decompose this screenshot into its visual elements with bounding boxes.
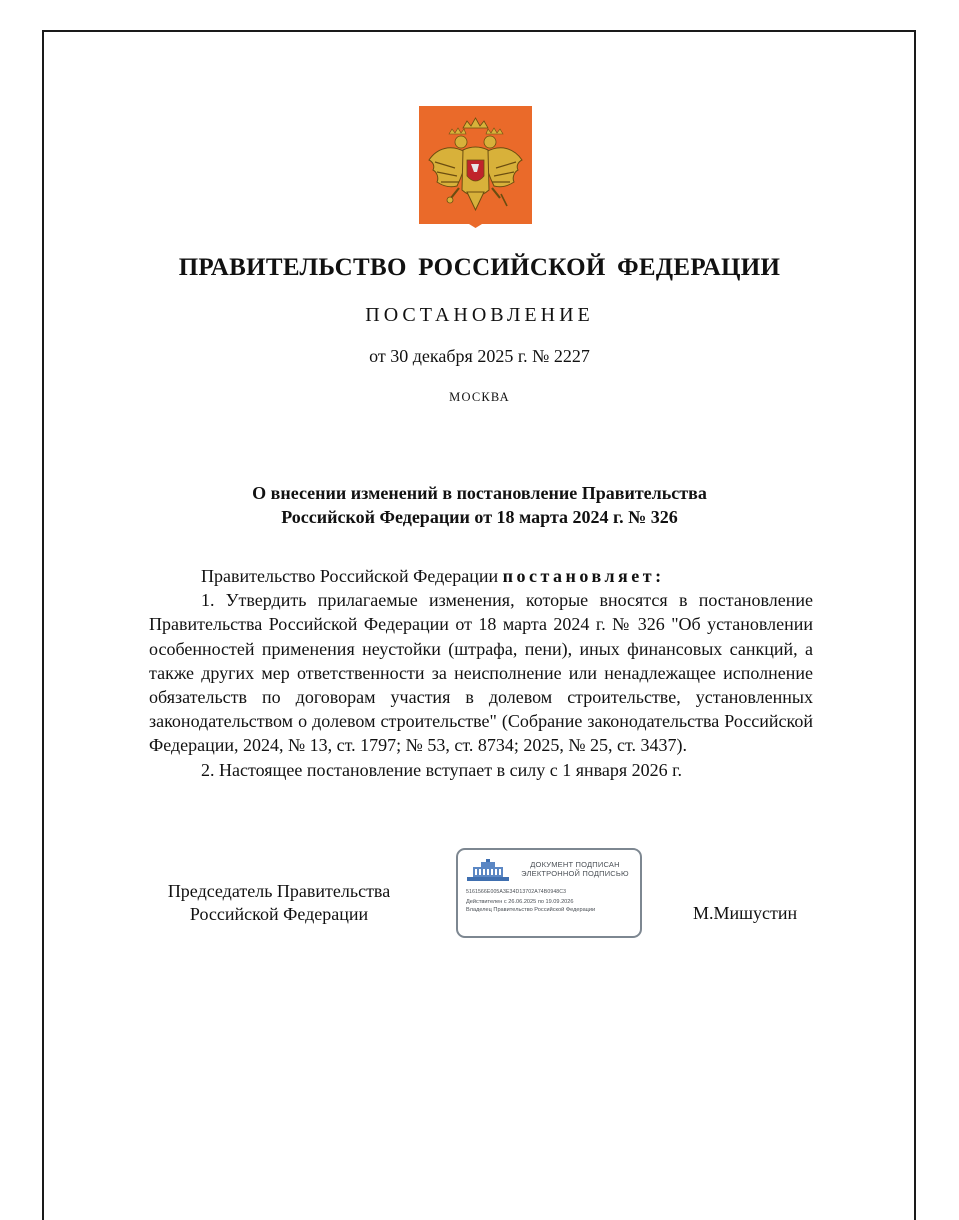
intro-prefix: Правительство Российской Федерации bbox=[201, 566, 503, 586]
intro-paragraph bbox=[149, 564, 813, 588]
signatory-position bbox=[149, 880, 409, 926]
document-body bbox=[149, 564, 813, 782]
stamp-title-line-1: ДОКУМЕНТ ПОДПИСАН bbox=[530, 860, 620, 869]
document-date-number: от 30 декабря 2025 г. № 2227 bbox=[369, 346, 590, 366]
intro-verb: постановляет: bbox=[502, 566, 665, 586]
document-city: МОСКВА bbox=[449, 390, 510, 404]
position-line-1: Председатель Правительства bbox=[167, 881, 391, 901]
stamp-title bbox=[512, 860, 638, 878]
subject-line-1: О внесении изменений в постановление Правительства bbox=[252, 483, 707, 503]
item-2-paragraph: 2. Настоящее постановление вступает в силу с 1 января 2026 г. bbox=[201, 759, 683, 780]
position-line-2: Российской Федерации bbox=[189, 904, 369, 924]
stamp-title-line-2: ЭЛЕКТРОННОЙ ПОДПИСЬЮ bbox=[521, 869, 629, 878]
electronic-signature-stamp bbox=[456, 848, 642, 938]
subject-line-2: Российской Федерации от 18 марта 2024 г. № 326 bbox=[281, 507, 678, 527]
item-1-paragraph: 1. Утвердить прилагаемые изменения, которые вносятся в постановление Правительства Российской Федерации от 18 марта 2024 г. № 326 "Об установлении особенностей применения неустойки (штрафа, пени), иных финансовых санкций, а также других мер ответственности за неисполнение или ненадлежащее исполнение обязательств по договорам участия в долевом строительстве, установленных законодательством о долевом строительстве" (Собрание законодательства Российской Федерации, 2024, № 13, ст. 1797; № 53, ст. 8734; 2025, № 25, ст. 3437). bbox=[149, 590, 813, 756]
stamp-owner: Владелец Правительство Российской Федерации bbox=[466, 907, 596, 913]
coat-of-arms-icon bbox=[419, 106, 532, 228]
stamp-validity: Действителен с 26.06.2025 по 19.09.2026 bbox=[466, 899, 574, 905]
document-type: ПОСТАНОВЛЕНИЕ bbox=[365, 304, 594, 326]
document-subject bbox=[0, 481, 959, 529]
signatory-name: М.Мишустин bbox=[693, 903, 798, 923]
government-title: ПРАВИТЕЛЬСТВО РОССИЙСКОЙ ФЕДЕРАЦИИ bbox=[178, 254, 781, 281]
stamp-certificate-number: 5161566E005A3E34D13702A74B0948C3 bbox=[466, 889, 567, 895]
government-building-icon bbox=[467, 859, 509, 883]
